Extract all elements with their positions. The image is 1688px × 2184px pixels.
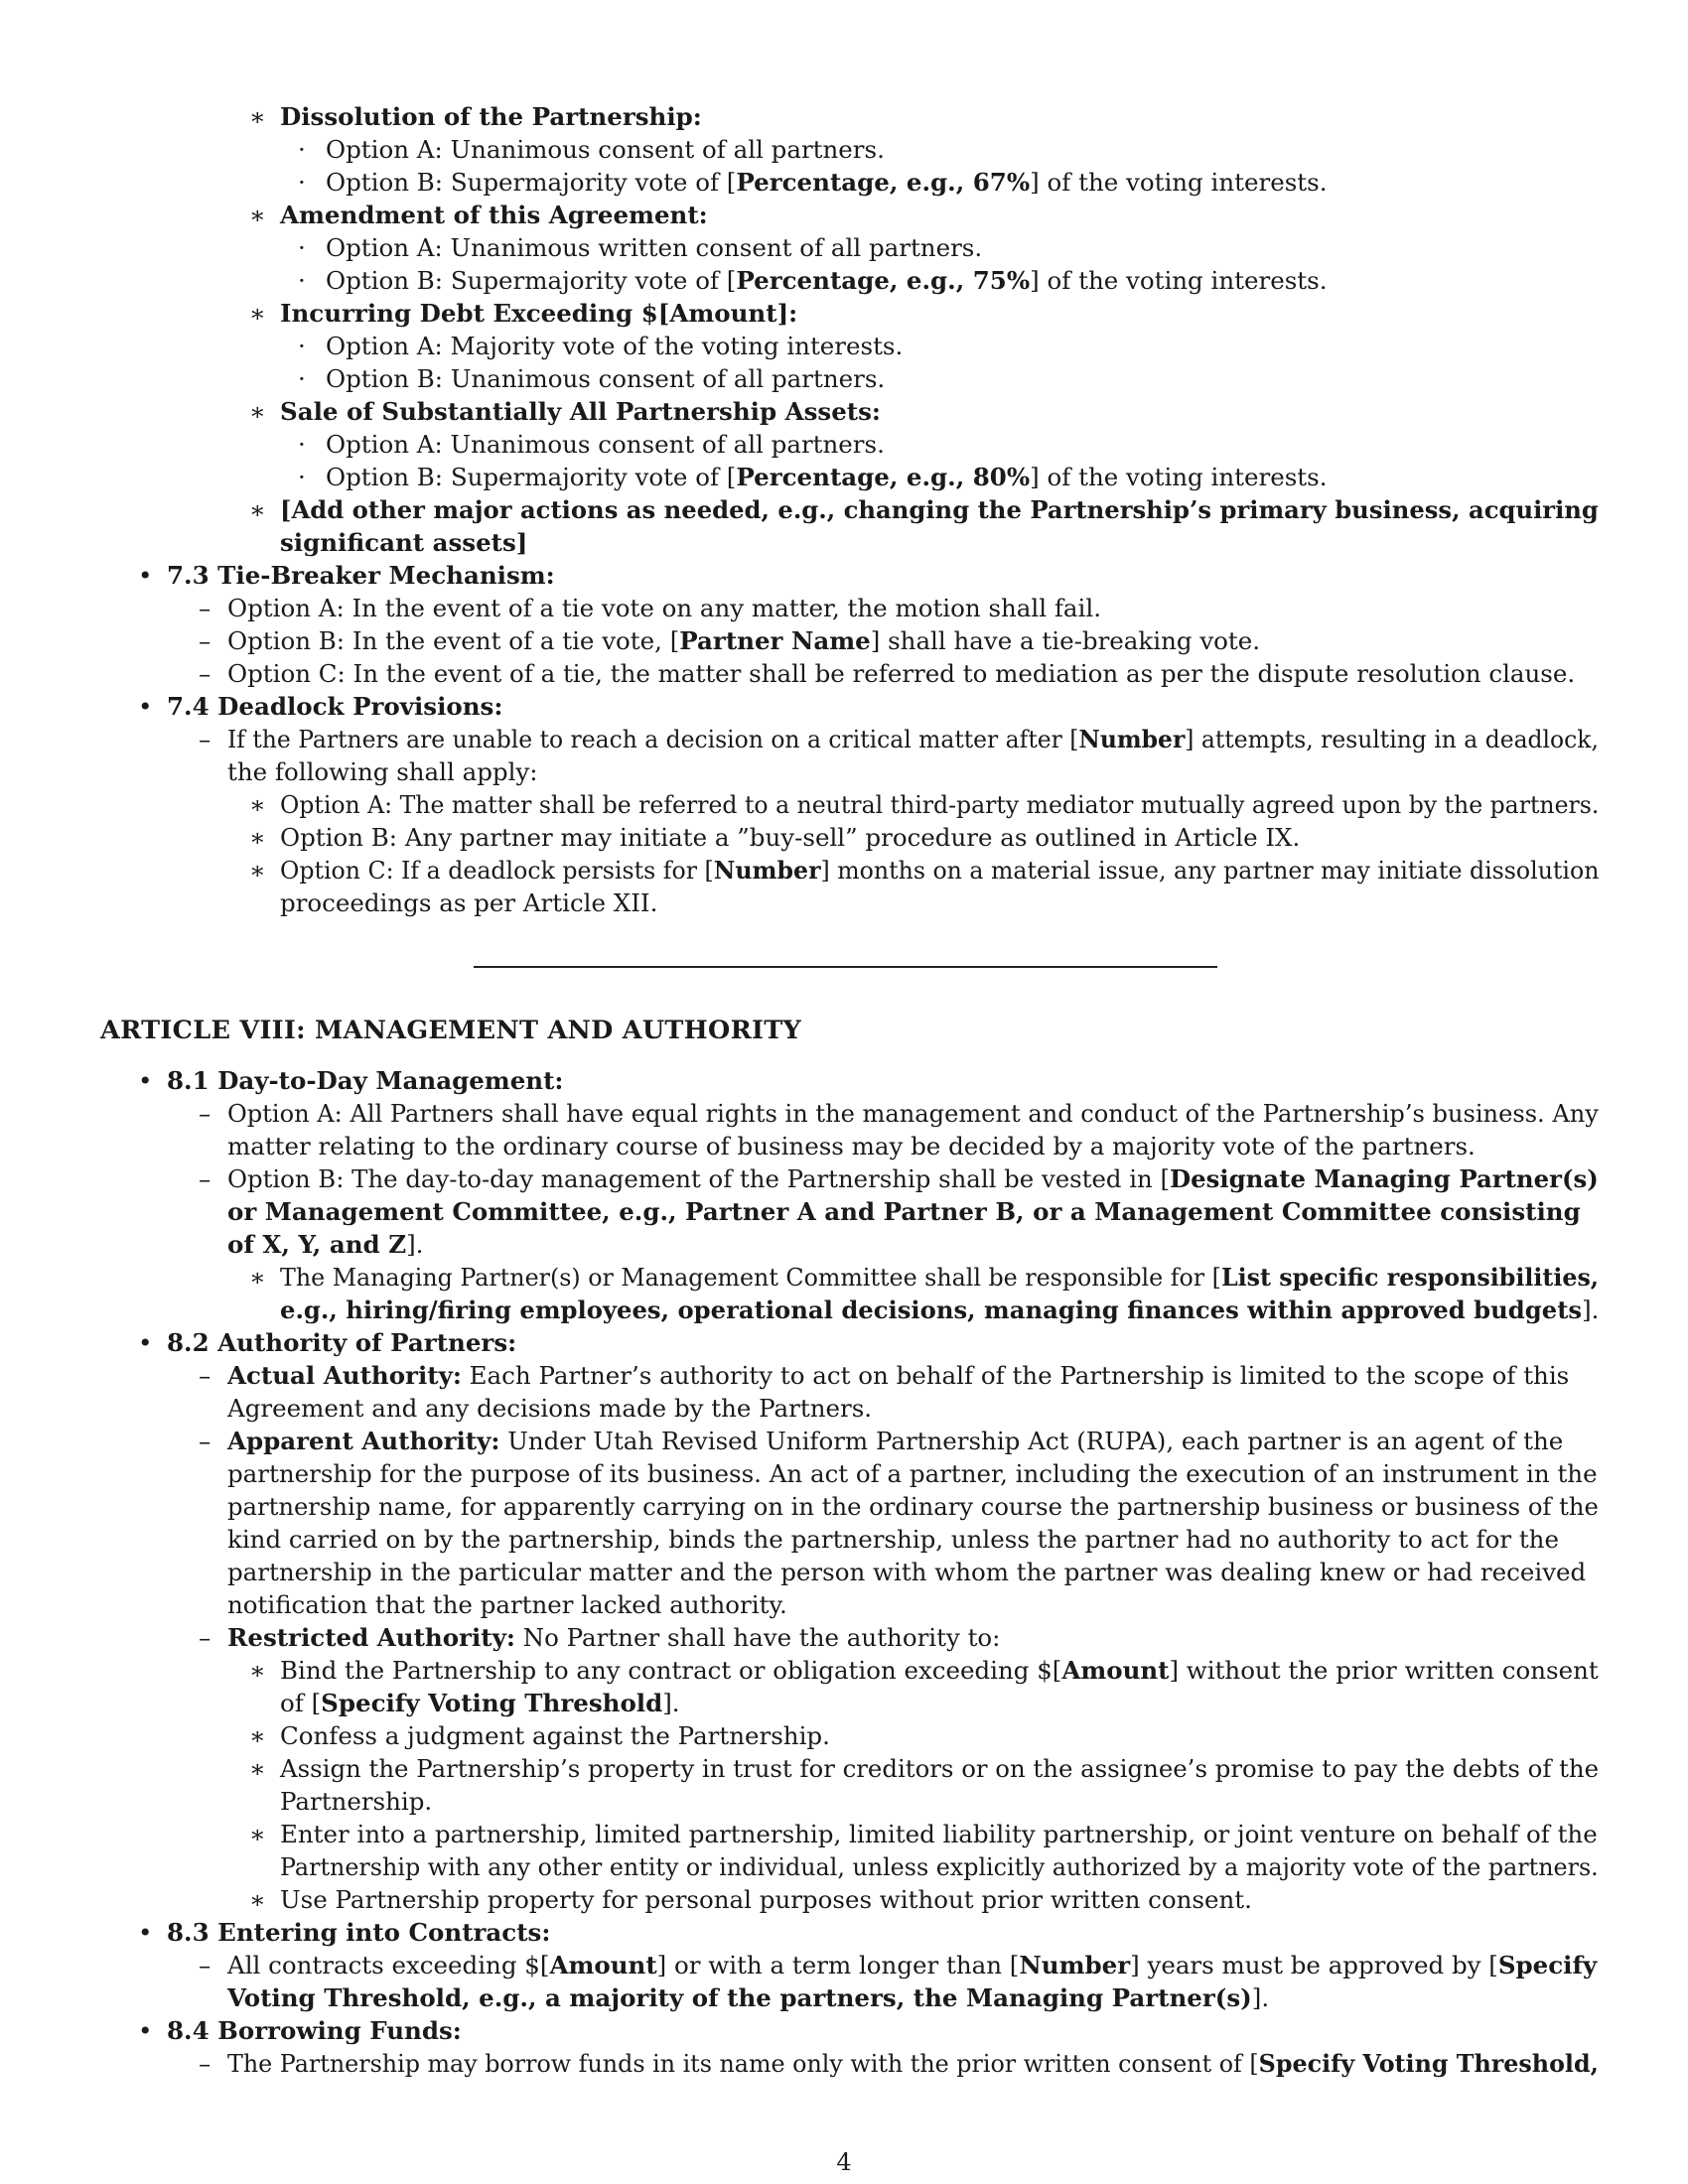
apparent-authority-cont: partnership name, for apparently carrying on in the ordinary course the partnership business or business of the: [227, 1492, 1599, 1521]
actual-authority: Actual Authority: Each Partner’s authority to act on behalf of the Partnership is limited to the scope of this: [227, 1361, 1570, 1390]
dot-bullet: ·: [298, 233, 306, 262]
contracts-approval-cont: Voting Threshold, e.g., a majority of the partners, the Managing Partner(s)].: [227, 1983, 1270, 2012]
restriction-bind-cont: of [Specify Voting Threshold].: [280, 1689, 680, 1717]
asterisk-bullet: ∗: [249, 1721, 266, 1750]
asterisk-bullet: ∗: [249, 1263, 266, 1292]
asterisk-bullet: ∗: [249, 495, 266, 524]
dash-bullet: –: [199, 1361, 211, 1390]
dot-bullet: ·: [298, 364, 306, 393]
amendment-option-a: Option A: Unanimous written consent of all partners.: [326, 233, 983, 262]
restricted-authority: Restricted Authority: No Partner shall have the authority to:: [227, 1623, 1001, 1652]
restriction-enter-cont: Partnership with any other entity or individual, unless explicitly authorized by a majority vote of the partners.: [280, 1852, 1599, 1881]
sale-option-a: Option A: Unanimous consent of all partners.: [326, 430, 885, 459]
section-8-2-title: 8.2 Authority of Partners:: [167, 1328, 517, 1357]
apparent-authority: Apparent Authority: Under Utah Revised Uniform Partnership Act (RUPA), each partner is an agent of the: [227, 1427, 1564, 1455]
page-number: 4: [836, 2148, 852, 2176]
dash-bullet: –: [199, 1623, 211, 1652]
managing-responsibilities-cont: e.g., hiring/firing employees, operational decisions, managing finances within approved budgets].: [280, 1296, 1600, 1324]
round-bullet: •: [138, 2016, 153, 2045]
management-option-a: Option A: All Partners shall have equal rights in the management and conduct of the Partnership’s business. Any: [227, 1099, 1599, 1128]
dash-bullet: –: [199, 1951, 211, 1979]
item-other-actions: [Add other major actions as needed, e.g., changing the Partnership’s primary business, acquiring: [280, 495, 1599, 524]
dash-bullet: –: [199, 1099, 211, 1128]
deadlock-option-b: Option B: Any partner may initiate a ”buy-sell” procedure as outlined in Article IX.: [280, 823, 1301, 852]
article-heading: ARTICLE VIII: MANAGEMENT AND AUTHORITY: [100, 1016, 802, 1045]
section-8-3-title: 8.3 Entering into Contracts:: [167, 1918, 551, 1947]
horizontal-divider: [474, 966, 1217, 968]
round-bullet: •: [138, 1328, 153, 1357]
dissolution-option-b: Option B: Supermajority vote of [Percentage, e.g., 67%] of the voting interests.: [326, 168, 1328, 197]
round-bullet: •: [138, 692, 153, 721]
deadlock-option-a: Option A: The matter shall be referred to a neutral third-party mediator mutually agreed upon by the partners.: [280, 790, 1600, 819]
round-bullet: •: [138, 1066, 153, 1095]
actual-authority-cont: Agreement and any decisions made by the Partners.: [227, 1394, 873, 1423]
round-bullet: •: [138, 1918, 153, 1947]
tie-option-c: Option C: In the event of a tie, the matter shall be referred to mediation as per the dispute resolution clause.: [227, 659, 1576, 688]
asterisk-bullet: ∗: [249, 1656, 266, 1685]
asterisk-bullet: ∗: [249, 790, 266, 819]
restriction-assign-cont: Partnership.: [280, 1787, 433, 1816]
asterisk-bullet: ∗: [249, 397, 266, 426]
borrowing-consent: The Partnership may borrow funds in its name only with the prior written consent of [Specify Voting Threshold,: [227, 2049, 1599, 2078]
section-7-4-title: 7.4 Deadlock Provisions:: [167, 692, 503, 721]
item-amendment-title: Amendment of this Agreement:: [280, 201, 708, 229]
item-debt-title: Incurring Debt Exceeding $[Amount]:: [280, 299, 798, 328]
apparent-authority-cont: notification that the partner lacked authority.: [227, 1590, 787, 1619]
dash-bullet: –: [199, 594, 211, 622]
dot-bullet: ·: [298, 266, 306, 295]
dissolution-option-a: Option A: Unanimous consent of all partners.: [326, 135, 885, 164]
asterisk-bullet: ∗: [249, 823, 266, 852]
restriction-bind: Bind the Partnership to any contract or obligation exceeding $[Amount] without the prior written consent: [280, 1656, 1599, 1685]
debt-option-a: Option A: Majority vote of the voting interests.: [326, 332, 904, 360]
restriction-confess: Confess a judgment against the Partnership.: [280, 1721, 830, 1750]
restriction-property: Use Partnership property for personal purposes without prior written consent.: [280, 1885, 1252, 1914]
contracts-approval: All contracts exceeding $[Amount] or with a term longer than [Number] years must be approved by [Specify: [227, 1951, 1598, 1979]
section-8-1-title: 8.1 Day-to-Day Management:: [167, 1066, 564, 1095]
apparent-authority-cont: kind carried on by the partnership, binds the partnership, unless the partner had no authority to act for the: [227, 1525, 1559, 1554]
deadlock-option-c: Option C: If a deadlock persists for [Number] months on a material issue, any partner may initiate dissolution: [280, 856, 1600, 885]
asterisk-bullet: ∗: [249, 201, 266, 229]
item-dissolution-title: Dissolution of the Partnership:: [280, 102, 702, 131]
dash-bullet: –: [199, 725, 211, 753]
asterisk-bullet: ∗: [249, 1885, 266, 1914]
dot-bullet: ·: [298, 168, 306, 197]
dash-bullet: –: [199, 2049, 211, 2078]
deadlock-intro-cont: the following shall apply:: [227, 757, 538, 786]
asterisk-bullet: ∗: [249, 1754, 266, 1783]
asterisk-bullet: ∗: [249, 102, 266, 131]
dot-bullet: ·: [298, 463, 306, 491]
deadlock-option-c-cont: proceedings as per Article XII.: [280, 888, 658, 917]
deadlock-intro: If the Partners are unable to reach a decision on a critical matter after [Number] attempts, resulting in a deadlock,: [227, 725, 1599, 753]
sale-option-b: Option B: Supermajority vote of [Percentage, e.g., 80%] of the voting interests.: [326, 463, 1328, 491]
asterisk-bullet: ∗: [249, 299, 266, 328]
round-bullet: •: [138, 561, 153, 590]
asterisk-bullet: ∗: [249, 1820, 266, 1848]
dash-bullet: –: [199, 659, 211, 688]
dot-bullet: ·: [298, 430, 306, 459]
tie-option-a: Option A: In the event of a tie vote on any matter, the motion shall fail.: [227, 594, 1102, 622]
tie-option-b: Option B: In the event of a tie vote, [Partner Name] shall have a tie-breaking vote.: [227, 626, 1261, 655]
dot-bullet: ·: [298, 332, 306, 360]
debt-option-b: Option B: Unanimous consent of all partners.: [326, 364, 886, 393]
dot-bullet: ·: [298, 135, 306, 164]
apparent-authority-cont: partnership for the purpose of its business. An act of a partner, including the execution of an instrument in the: [227, 1459, 1598, 1488]
restriction-enter: Enter into a partnership, limited partnership, limited liability partnership, or joint venture on behalf of the: [280, 1820, 1598, 1848]
section-7-3-title: 7.3 Tie-Breaker Mechanism:: [167, 561, 555, 590]
item-other-actions-cont: significant assets]: [280, 528, 528, 557]
management-option-a-cont: matter relating to the ordinary course of business may be decided by a majority vote of the partners.: [227, 1132, 1476, 1160]
dash-bullet: –: [199, 1427, 211, 1455]
managing-responsibilities: The Managing Partner(s) or Management Committee shall be responsible for [List specific responsibilities,: [280, 1263, 1600, 1292]
section-8-4-title: 8.4 Borrowing Funds:: [167, 2016, 462, 2045]
management-option-b-cont: or Management Committee, e.g., Partner A and Partner B, or a Management Committee consisting: [227, 1197, 1581, 1226]
apparent-authority-cont: partnership in the particular matter and the person with whom the partner was dealing knew or had received: [227, 1558, 1587, 1586]
asterisk-bullet: ∗: [249, 856, 266, 885]
dash-bullet: –: [199, 1164, 211, 1193]
management-option-b: Option B: The day-to-day management of the Partnership shall be vested in [Designate Managing Partner(s): [227, 1164, 1599, 1193]
restriction-assign: Assign the Partnership’s property in trust for creditors or on the assignee’s promise to pay the debts of the: [280, 1754, 1600, 1783]
item-sale-title: Sale of Substantially All Partnership Assets:: [280, 397, 881, 426]
dash-bullet: –: [199, 626, 211, 655]
amendment-option-b: Option B: Supermajority vote of [Percentage, e.g., 75%] of the voting interests.: [326, 266, 1328, 295]
management-option-b-cont2: of X, Y, and Z].: [227, 1230, 424, 1259]
